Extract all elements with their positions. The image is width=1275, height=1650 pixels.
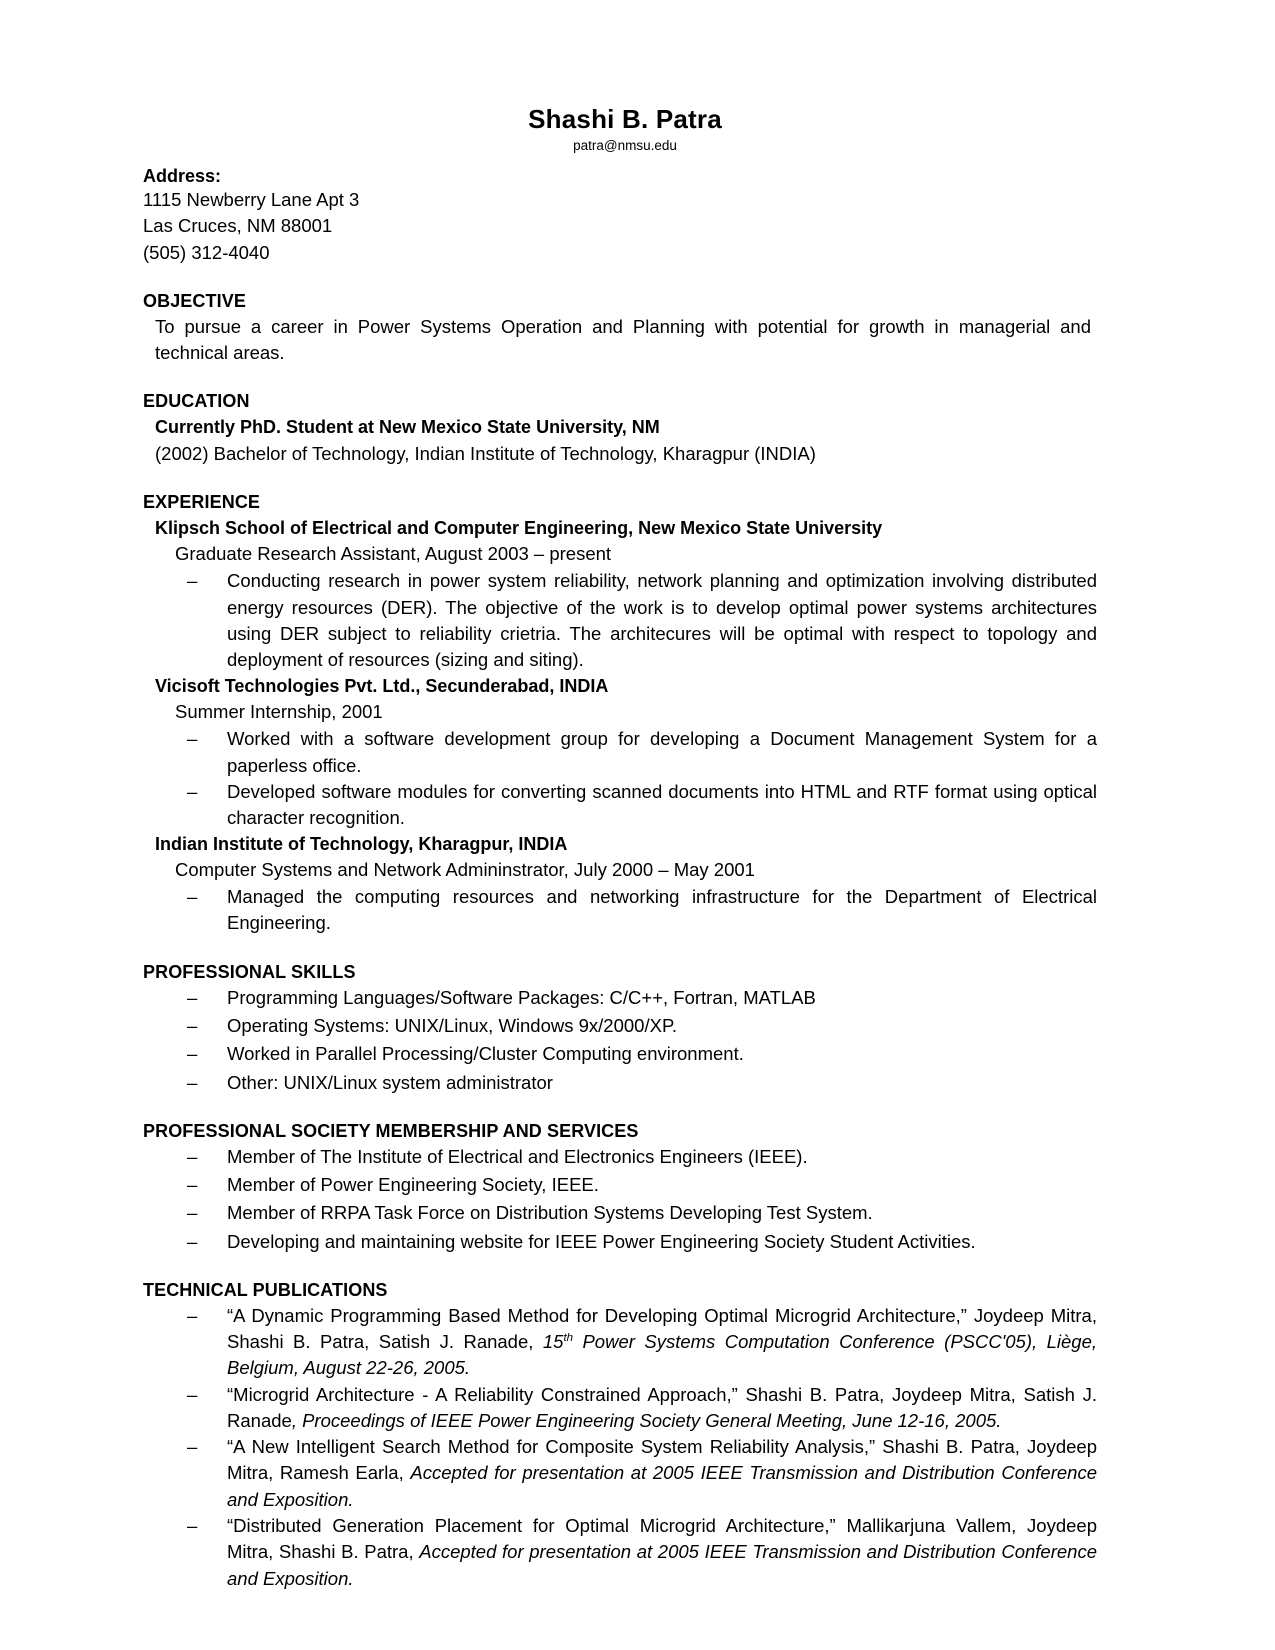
section-heading-publications: TECHNICAL PUBLICATIONS (143, 1279, 388, 1300)
list-item (185, 1200, 1097, 1226)
experience-entry (143, 673, 1097, 831)
section-heading-experience: EXPERIENCE (143, 492, 261, 513)
list-item (185, 1144, 1097, 1170)
list-item-text: Developed software modules for converting scanned documents into HTML and RTF format using optical character recognition. (227, 780, 1097, 829)
experience-bullet-list (185, 726, 1097, 831)
employer-name: Klipsch School of Electrical and Computer Engineering, New Mexico State University (155, 518, 883, 539)
dash-bullet-icon: – (187, 1230, 198, 1252)
list-item (185, 1434, 1097, 1513)
publication-venue: Accepted for presentation at 2005 IEEE Transmission and Distribution Conference and Exposition. (227, 1541, 1097, 1589)
job-role: Computer Systems and Network Admininstrator, July 2000 – May 2001 (175, 859, 755, 881)
list-item-text: Member of The Institute of Electrical and Electronics Engineers (IEEE). (227, 1145, 808, 1167)
section-heading-skills: PROFESSIONAL SKILLS (143, 961, 356, 982)
employer-name: Indian Institute of Technology, Kharagpur, INDIA (155, 834, 568, 855)
list-item (185, 779, 1097, 832)
list-item (185, 1070, 1097, 1096)
dash-bullet-icon: – (187, 1515, 198, 1536)
publication-title-authors: “Microgrid Architecture - A Reliability Constrained Approach,” Shashi B. Patra, Joydeep Mitra, Satish J. Ranade (227, 1383, 1097, 1431)
address-label: Address: (143, 166, 222, 187)
dash-bullet-icon: – (187, 886, 198, 908)
list-item-text: Operating Systems: UNIX/Linux, Windows 9x/2000/XP. (227, 1015, 678, 1037)
objective-text: To pursue a career in Power Systems Operation and Planning with potential for growth in managerial and technical areas. (155, 315, 1091, 364)
dash-bullet-icon: – (187, 1174, 198, 1196)
job-role: Graduate Research Assistant, August 2003 – present (175, 543, 612, 565)
section-heading-education: EDUCATION (143, 391, 250, 412)
experience-entry (143, 515, 1097, 673)
list-item (185, 985, 1097, 1011)
dash-bullet-icon: – (187, 1383, 198, 1405)
experience-bullet-list (185, 568, 1097, 673)
list-item-text: Member of RRPA Task Force on Distribution Systems Developing Test System. (227, 1202, 873, 1224)
phone-number: (505) 312-4040 (143, 241, 270, 263)
employer-name: Vicisoft Technologies Pvt. Ltd., Secunderabad, INDIA (155, 676, 609, 697)
publication-title-authors: “Distributed Generation Placement for Optimal Microgrid Architecture,” Mallikarjuna Vallem, Joydeep Mitra, Shashi B. Patra, (227, 1515, 1097, 1563)
email-address: patra@nmsu.edu (573, 137, 677, 153)
section-heading-society: PROFESSIONAL SOCIETY MEMBERSHIP AND SERVICES (143, 1120, 639, 1141)
section-heading-objective: OBJECTIVE (143, 290, 246, 311)
dash-bullet-icon: – (187, 1145, 198, 1167)
list-item-text: Worked in Parallel Processing/Cluster Computing environment. (227, 1043, 744, 1065)
society-list (185, 1144, 1097, 1255)
list-item (185, 568, 1097, 673)
publication-venue-number: 15 (542, 1331, 564, 1353)
list-item (185, 1382, 1097, 1435)
list-item-text: Managed the computing resources and networking infrastructure for the Department of Electrical Engineering. (227, 886, 1097, 934)
dash-bullet-icon: – (187, 1436, 198, 1458)
dash-bullet-icon: – (187, 1043, 198, 1065)
ordinal-suffix: th (563, 1331, 574, 1344)
dash-bullet-icon: – (187, 1202, 198, 1224)
list-item (185, 1172, 1097, 1198)
list-item (185, 1013, 1097, 1039)
page-title: Shashi B. Patra (528, 104, 722, 134)
dash-bullet-icon: – (187, 780, 198, 802)
publication-venue: Power Systems Computation Conference (PSCC'05), Liège, Belgium, August 22-26, 2005. (227, 1331, 1097, 1379)
dash-bullet-icon: – (187, 986, 198, 1008)
address-line-2: Las Cruces, NM 88001 (143, 215, 333, 237)
dash-bullet-icon: – (187, 1071, 198, 1093)
experience-bullet-list (185, 884, 1097, 937)
list-item-text: Developing and maintaining website for IEEE Power Engineering Society Student Activities. (227, 1230, 976, 1252)
dash-bullet-icon: – (187, 570, 198, 592)
publication-venue: , Proceedings of IEEE Power Engineering Society General Meeting, June 12-16, 2005. (291, 1409, 1002, 1431)
list-item (185, 1303, 1097, 1382)
dash-bullet-icon: – (187, 1304, 198, 1326)
dash-bullet-icon: – (187, 728, 198, 750)
list-item-text: Programming Languages/Software Packages: C/C++, Fortran, MATLAB (227, 986, 816, 1008)
publication-title-authors: “A New Intelligent Search Method for Composite System Reliability Analysis,” Shashi B. Patra, Joydeep Mitra, Ramesh Earla, (227, 1436, 1097, 1484)
experience-entry (143, 831, 1097, 936)
resume-header (153, 105, 1097, 154)
list-item-text: Worked with a software development group for developing a Document Management System for a paperless office. (227, 728, 1097, 776)
list-item-text: Conducting research in power system reliability, network planning and optimization involving distributed energy resources (DER). The objective of the work is to develop optimal power systems architectures using DER subject to reliability crietria. The architecures will be optimal with respect to topology and deployment of resources (sizing and siting). (227, 570, 1097, 671)
list-item (185, 1513, 1097, 1592)
address-line-1: 1115 Newberry Lane Apt 3 (143, 189, 360, 211)
list-item (185, 1229, 1097, 1255)
list-item (185, 1041, 1097, 1067)
job-role: Summer Internship, 2001 (175, 701, 383, 723)
skills-list (185, 985, 1097, 1096)
publication-venue: Accepted for presentation at 2005 IEEE Transmission and Distribution Conference and Exposition. (227, 1462, 1097, 1510)
education-degree: (2002) Bachelor of Technology, Indian Institute of Technology, Kharagpur (INDIA) (155, 442, 816, 464)
publication-title-authors: “A Dynamic Programming Based Method for Developing Optimal Microgrid Architecture,” Joydeep Mitra, Shashi B. Patra, Satish J. Ranade, (227, 1304, 1097, 1353)
list-item (185, 726, 1097, 779)
list-item-text: Other: UNIX/Linux system administrator (227, 1071, 553, 1093)
publications-list (185, 1303, 1097, 1592)
list-item-text: Member of Power Engineering Society, IEEE. (227, 1174, 599, 1196)
dash-bullet-icon: – (187, 1015, 198, 1037)
education-current: Currently PhD. Student at New Mexico State University, NM (155, 417, 660, 438)
list-item (185, 884, 1097, 937)
